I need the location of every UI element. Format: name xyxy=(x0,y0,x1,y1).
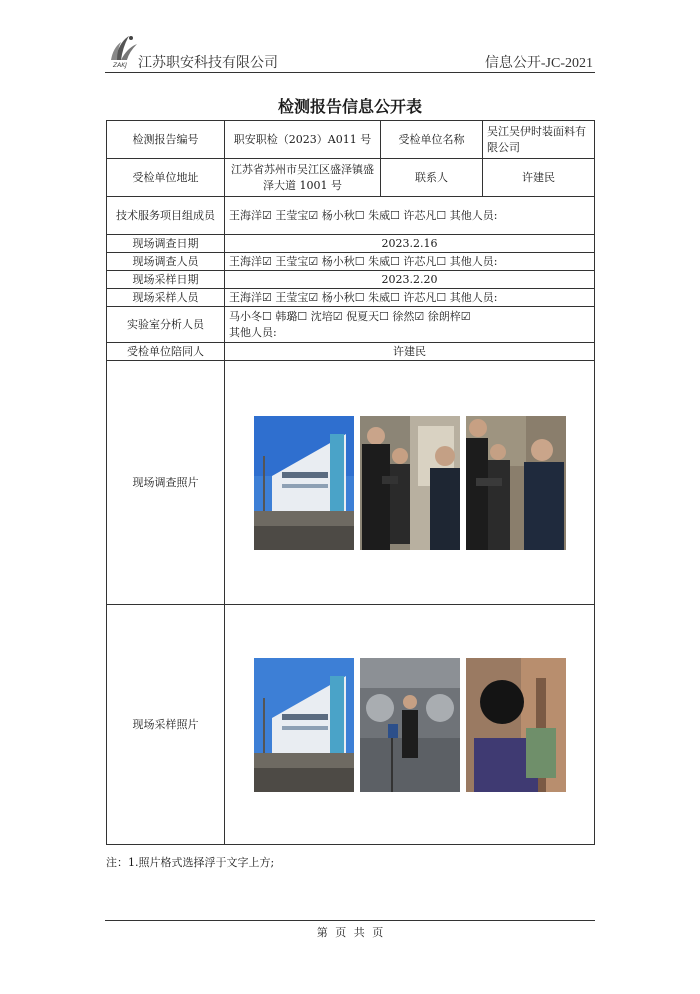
company-logo: ZAKJ xyxy=(105,32,141,72)
inspected-unit-label: 受检单位名称 xyxy=(381,121,483,159)
lab-staff-line1: 马小冬☐ 韩璐☐ 沈培☑ 倪夏天☐ 徐然☑ 徐朗梓☑ xyxy=(229,309,471,323)
table-row xyxy=(107,235,595,253)
address-value: 江苏省苏州市吴江区盛泽镇盛泽大道 1001 号 xyxy=(225,159,381,197)
survey-staff-label: 现场调查人员 xyxy=(107,253,225,271)
page-title: 检测报告信息公开表 xyxy=(277,97,422,116)
contact-value: 许建民 xyxy=(483,159,595,197)
survey-date-label: 现场调查日期 xyxy=(107,235,225,253)
info-table xyxy=(106,120,595,845)
sampling-date-value: 2023.2.20 xyxy=(225,271,595,289)
table-row xyxy=(107,159,595,197)
page-number: 第 页 共 页 xyxy=(316,926,384,939)
sampling-staff-label: 现场采样人员 xyxy=(107,289,225,307)
table-row xyxy=(107,197,595,235)
survey-photos-label: 现场调查照片 xyxy=(107,361,225,605)
team-value: 王海洋☑ 王莹宝☑ 杨小秋☐ 朱威☐ 许芯凡☐ 其他人员: xyxy=(225,197,595,235)
survey-photo-building xyxy=(254,416,354,550)
report-no-value: 职安职检（2023）A011 号 xyxy=(225,121,381,159)
document-number: 信息公开-JC-2021 xyxy=(484,56,593,71)
survey-photos-cell xyxy=(225,361,595,605)
sampling-photo-machinery xyxy=(360,658,460,792)
table-row xyxy=(107,343,595,361)
table-row xyxy=(107,361,595,605)
sampling-photo-building xyxy=(254,658,354,792)
inspected-unit-value: 吴江吴伊时装面料有限公司 xyxy=(483,121,595,159)
table-row xyxy=(107,121,595,159)
survey-staff-value: 王海洋☑ 王莹宝☑ 杨小秋☐ 朱威☐ 许芯凡☐ 其他人员: xyxy=(225,253,595,271)
lab-staff-label: 实验室分析人员 xyxy=(107,307,225,343)
page-header xyxy=(105,32,595,72)
table-row xyxy=(107,253,595,271)
survey-photos xyxy=(229,416,590,550)
escort-value: 许建民 xyxy=(225,343,595,361)
company-name: 江苏职安科技有限公司 xyxy=(138,55,278,71)
sampling-photo-worker xyxy=(466,658,566,792)
table-row xyxy=(107,271,595,289)
sampling-photos-label: 现场采样照片 xyxy=(107,605,225,845)
sampling-photos-cell xyxy=(225,605,595,845)
sampling-date-label: 现场采样日期 xyxy=(107,271,225,289)
contact-label: 联系人 xyxy=(381,159,483,197)
survey-date-value: 2023.2.16 xyxy=(225,235,595,253)
team-label: 技术服务项目组成员 xyxy=(107,197,225,235)
header-divider xyxy=(105,72,595,73)
footer-divider xyxy=(105,920,595,921)
survey-photo-people-1 xyxy=(360,416,460,550)
report-no-label: 检测报告编号 xyxy=(107,121,225,159)
table-row xyxy=(107,289,595,307)
table-row xyxy=(107,307,595,343)
address-label: 受检单位地址 xyxy=(107,159,225,197)
footnote: 注：1.照片格式选择浮于文字上方; xyxy=(106,856,275,869)
survey-photo-people-2 xyxy=(466,416,566,550)
escort-label: 受检单位陪同人 xyxy=(107,343,225,361)
sampling-photos xyxy=(229,658,590,792)
lab-staff-line2: 其他人员: xyxy=(229,325,277,339)
lab-staff-value xyxy=(225,307,595,343)
table-row xyxy=(107,605,595,845)
sampling-staff-value: 王海洋☑ 王莹宝☑ 杨小秋☐ 朱威☐ 许芯凡☐ 其他人员: xyxy=(225,289,595,307)
